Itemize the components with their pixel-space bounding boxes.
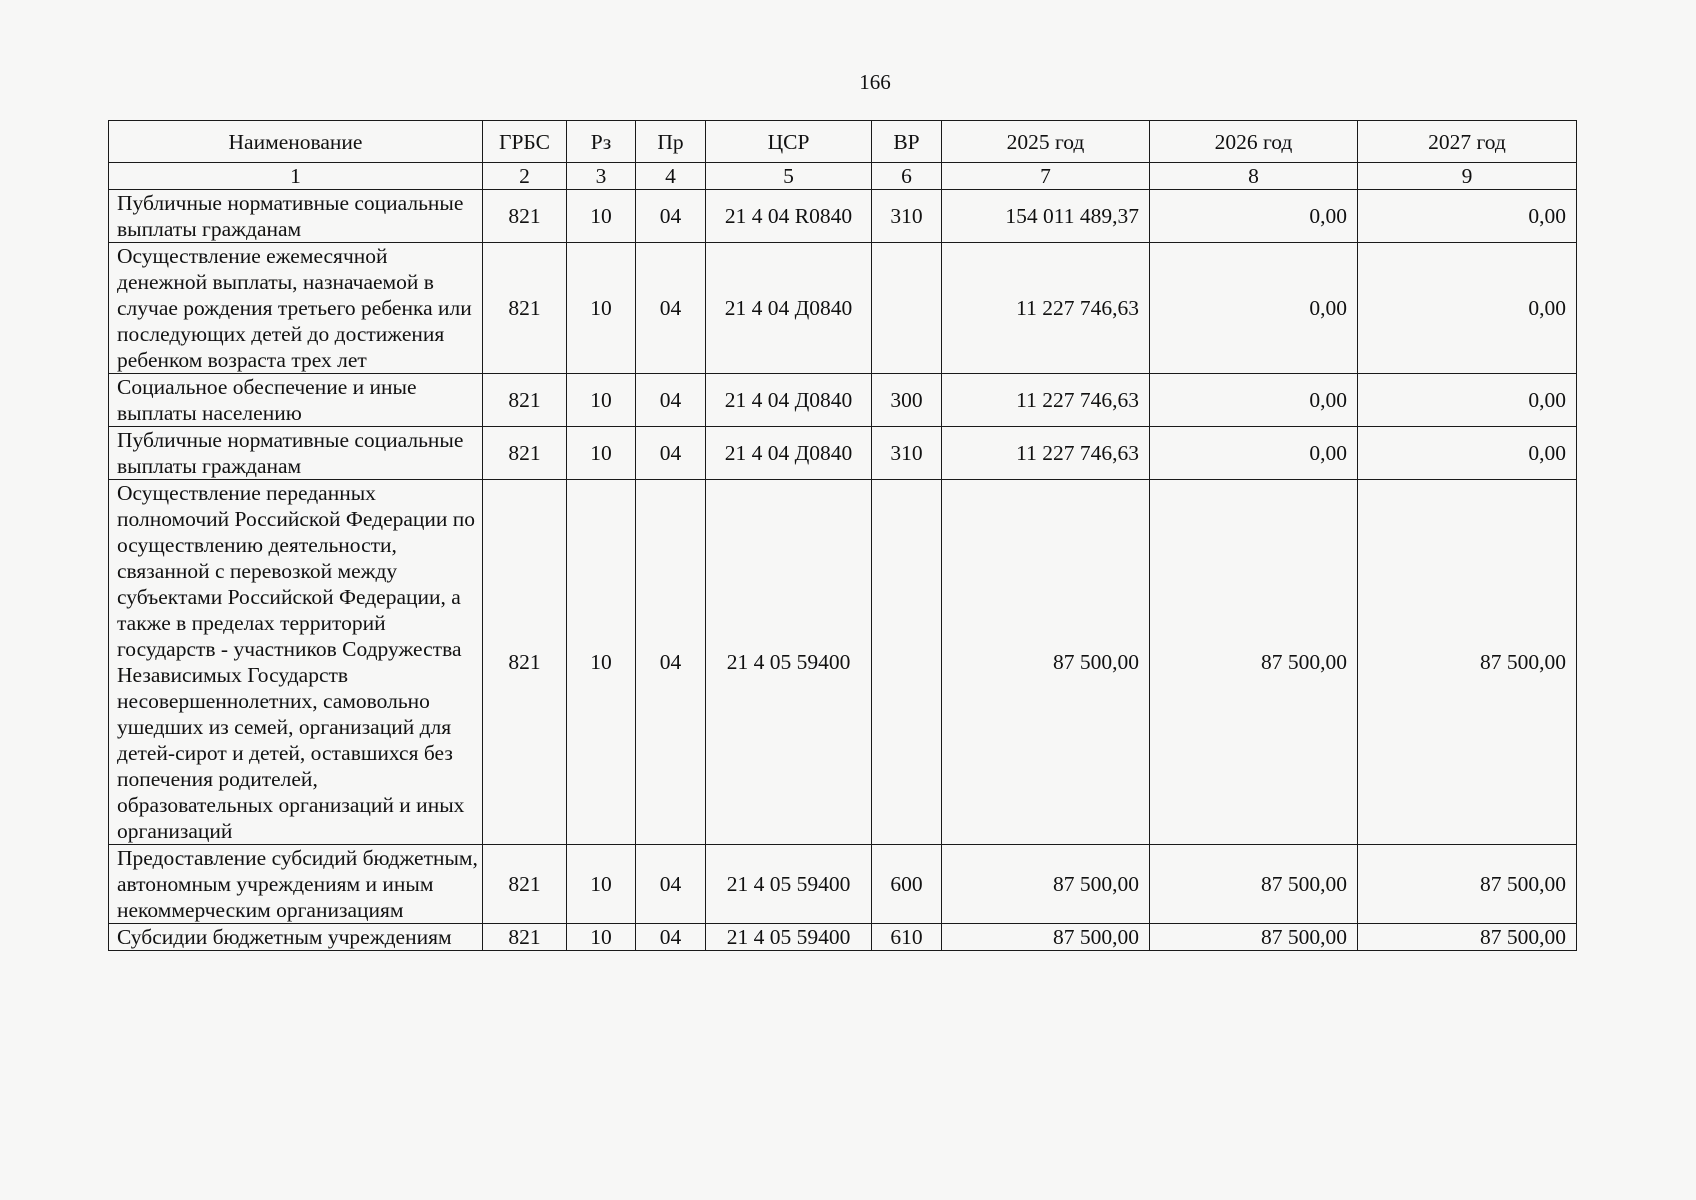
row-pr: 04: [636, 374, 706, 427]
row-name: Осуществление ежемесячной денежной выплаты, назначаемой в случае рождения третьего ребенка или последующих детей до достижения ребенком возраста трех лет: [109, 243, 483, 374]
row-vr: 600: [872, 845, 942, 924]
row-grbs: 821: [483, 243, 567, 374]
row-name: Публичные нормативные социальные выплаты гражданам: [109, 427, 483, 480]
row-grbs: 821: [483, 374, 567, 427]
row-2027-amount: 87 500,00: [1358, 480, 1577, 845]
row-rz: 10: [567, 243, 636, 374]
row-2027-amount: 0,00: [1358, 243, 1577, 374]
row-2025-amount: 154 011 489,37: [942, 190, 1150, 243]
row-rz: 10: [567, 190, 636, 243]
row-csr: 21 4 04 Д0840: [706, 243, 872, 374]
row-vr: [872, 480, 942, 845]
row-vr: 300: [872, 374, 942, 427]
column-number: 4: [636, 163, 706, 190]
row-pr: 04: [636, 924, 706, 951]
row-vr: [872, 243, 942, 374]
row-pr: 04: [636, 190, 706, 243]
column-number: 8: [1150, 163, 1358, 190]
row-2025-amount: 11 227 746,63: [942, 427, 1150, 480]
row-name: Осуществление переданных полномочий Российской Федерации по осуществлению деятельности, связанной с перевозкой между субъектами Российской Федерации, а также в пределах территорий государств - участников Содружества Независимых Государств несовершеннолетних, самовольно ушедших из семей, организаций для детей-сирот и детей, оставшихся без попечения родителей, образовательных организаций и иных организаций: [109, 480, 483, 845]
column-number: 6: [872, 163, 942, 190]
header-name: Наименование: [109, 121, 483, 163]
row-rz: 10: [567, 924, 636, 951]
row-csr: 21 4 04 R0840: [706, 190, 872, 243]
header-csr: ЦСР: [706, 121, 872, 163]
row-2025-amount: 11 227 746,63: [942, 374, 1150, 427]
table-row: [109, 924, 1577, 951]
header-2027: 2027 год: [1358, 121, 1577, 163]
row-grbs: 821: [483, 845, 567, 924]
row-2026-amount: 87 500,00: [1150, 480, 1358, 845]
row-rz: 10: [567, 845, 636, 924]
header-grbs: ГРБС: [483, 121, 567, 163]
row-pr: 04: [636, 480, 706, 845]
row-name: Публичные нормативные социальные выплаты гражданам: [109, 190, 483, 243]
column-number: 5: [706, 163, 872, 190]
row-2025-amount: 87 500,00: [942, 845, 1150, 924]
row-csr: 21 4 05 59400: [706, 480, 872, 845]
row-name: Предоставление субсидий бюджетным, автономным учреждениям и иным некоммерческим организациям: [109, 845, 483, 924]
row-2026-amount: 0,00: [1150, 374, 1358, 427]
row-csr: 21 4 04 Д0840: [706, 374, 872, 427]
table-row: [109, 480, 1577, 845]
table-row: [109, 374, 1577, 427]
row-name: Социальное обеспечение и иные выплаты населению: [109, 374, 483, 427]
header-2026: 2026 год: [1150, 121, 1358, 163]
header-rz: Рз: [567, 121, 636, 163]
row-csr: 21 4 04 Д0840: [706, 427, 872, 480]
row-vr: 310: [872, 190, 942, 243]
row-2025-amount: 11 227 746,63: [942, 243, 1150, 374]
row-vr: 610: [872, 924, 942, 951]
row-2027-amount: 0,00: [1358, 427, 1577, 480]
header-vr: ВР: [872, 121, 942, 163]
row-csr: 21 4 05 59400: [706, 845, 872, 924]
column-number-row: [109, 163, 1577, 190]
row-2027-amount: 87 500,00: [1358, 845, 1577, 924]
row-pr: 04: [636, 243, 706, 374]
column-number: 1: [109, 163, 483, 190]
table-row: [109, 243, 1577, 374]
row-grbs: 821: [483, 427, 567, 480]
table-row: [109, 845, 1577, 924]
header-pr: Пр: [636, 121, 706, 163]
row-grbs: 821: [483, 480, 567, 845]
row-pr: 04: [636, 845, 706, 924]
row-rz: 10: [567, 480, 636, 845]
table-row: [109, 427, 1577, 480]
budget-table: [108, 120, 1577, 951]
row-2027-amount: 0,00: [1358, 190, 1577, 243]
row-2027-amount: 87 500,00: [1358, 924, 1577, 951]
row-rz: 10: [567, 427, 636, 480]
row-grbs: 821: [483, 190, 567, 243]
row-2026-amount: 0,00: [1150, 243, 1358, 374]
row-2025-amount: 87 500,00: [942, 480, 1150, 845]
row-csr: 21 4 05 59400: [706, 924, 872, 951]
row-pr: 04: [636, 427, 706, 480]
row-2026-amount: 87 500,00: [1150, 924, 1358, 951]
column-number: 9: [1358, 163, 1577, 190]
row-grbs: 821: [483, 924, 567, 951]
column-number: 3: [567, 163, 636, 190]
row-rz: 10: [567, 374, 636, 427]
row-name: Субсидии бюджетным учреждениям: [109, 924, 483, 951]
column-number: 7: [942, 163, 1150, 190]
table-row: [109, 190, 1577, 243]
row-vr: 310: [872, 427, 942, 480]
header-2025: 2025 год: [942, 121, 1150, 163]
page-number: 166: [859, 70, 891, 94]
row-2026-amount: 0,00: [1150, 427, 1358, 480]
row-2025-amount: 87 500,00: [942, 924, 1150, 951]
column-number: 2: [483, 163, 567, 190]
row-2026-amount: 87 500,00: [1150, 845, 1358, 924]
header-row: [109, 121, 1577, 163]
row-2026-amount: 0,00: [1150, 190, 1358, 243]
row-2027-amount: 0,00: [1358, 374, 1577, 427]
